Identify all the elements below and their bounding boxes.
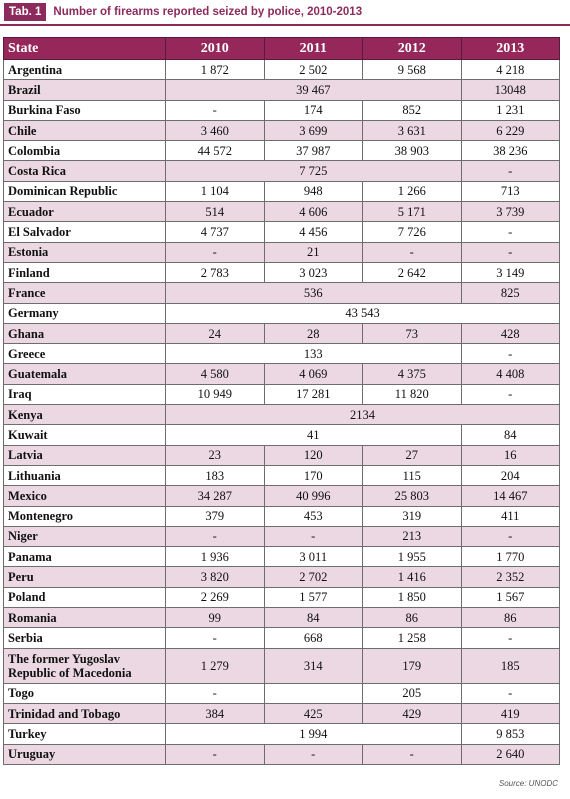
value-cell: 429 (363, 703, 462, 723)
value-cell: 41 (166, 425, 462, 445)
state-name-cell: Latvia (4, 445, 166, 465)
value-cell: - (461, 683, 560, 703)
value-cell: 852 (363, 100, 462, 120)
table-row (4, 100, 560, 120)
value-cell: 37 987 (264, 141, 363, 161)
table-row (4, 506, 560, 526)
state-name-cell: Serbia (4, 628, 166, 648)
table-row (4, 683, 560, 703)
value-cell: 23 (166, 445, 265, 465)
state-name-cell: Kenya (4, 405, 166, 425)
value-cell: 668 (264, 628, 363, 648)
table-row (4, 222, 560, 242)
value-cell: 314 (264, 648, 363, 683)
state-name-cell: Peru (4, 567, 166, 587)
value-cell: 38 236 (461, 141, 560, 161)
table-row (4, 567, 560, 587)
value-cell: 27 (363, 445, 462, 465)
state-name-cell: Trinidad and Tobago (4, 703, 166, 723)
value-cell: 3 023 (264, 262, 363, 282)
value-cell: 3 699 (264, 120, 363, 140)
value-cell: 2134 (166, 405, 560, 425)
table-row (4, 526, 560, 546)
column-header-state: State (4, 38, 166, 60)
value-cell: 13048 (461, 80, 560, 100)
table-row (4, 364, 560, 384)
value-cell: 453 (264, 506, 363, 526)
value-cell: 2 640 (461, 744, 560, 764)
state-name-cell: Germany (4, 303, 166, 323)
value-cell: - (461, 628, 560, 648)
state-name-cell: Dominican Republic (4, 181, 166, 201)
value-cell: 2 702 (264, 567, 363, 587)
value-cell: 1 577 (264, 587, 363, 607)
state-name-cell: Lithuania (4, 465, 166, 485)
value-cell: - (461, 222, 560, 242)
value-cell: - (461, 384, 560, 404)
table-row (4, 547, 560, 567)
value-cell: 213 (363, 526, 462, 546)
table-row (4, 486, 560, 506)
header-row (4, 38, 560, 60)
value-cell: 4 218 (461, 60, 560, 80)
value-cell: 205 (363, 683, 462, 703)
value-cell: 204 (461, 465, 560, 485)
value-cell: 1 279 (166, 648, 265, 683)
state-name-cell: Guatemala (4, 364, 166, 384)
state-name-cell: Finland (4, 262, 166, 282)
state-name-cell: Panama (4, 547, 166, 567)
value-cell: 11 820 (363, 384, 462, 404)
value-cell: 185 (461, 648, 560, 683)
state-name-cell: The former Yugoslav Republic of Macedonia (4, 648, 166, 683)
column-header-2011: 2011 (264, 38, 363, 60)
table-row (4, 628, 560, 648)
state-name-cell: Chile (4, 120, 166, 140)
value-cell: 86 (461, 608, 560, 628)
state-name-cell: Argentina (4, 60, 166, 80)
state-name-cell: Ecuador (4, 202, 166, 222)
value-cell: 4 375 (363, 364, 462, 384)
value-cell: 170 (264, 465, 363, 485)
value-cell: 3 631 (363, 120, 462, 140)
value-cell: 38 903 (363, 141, 462, 161)
value-cell: 43 543 (166, 303, 560, 323)
value-cell: - (461, 242, 560, 262)
table-row (4, 323, 560, 343)
table-row (4, 120, 560, 140)
table-row (4, 161, 560, 181)
value-cell: 84 (461, 425, 560, 445)
table-row (4, 80, 560, 100)
value-cell: 73 (363, 323, 462, 343)
value-cell: 3 011 (264, 547, 363, 567)
value-cell: - (363, 242, 462, 262)
value-cell: 84 (264, 608, 363, 628)
table-row (4, 405, 560, 425)
value-cell: 10 949 (166, 384, 265, 404)
table-row (4, 445, 560, 465)
source-note: Source: UNODC (498, 779, 558, 788)
value-cell: 40 996 (264, 486, 363, 506)
value-cell: 2 642 (363, 262, 462, 282)
value-cell (264, 683, 363, 703)
value-cell: 2 269 (166, 587, 265, 607)
state-name-cell: Togo (4, 683, 166, 703)
value-cell: 3 820 (166, 567, 265, 587)
table-row (4, 425, 560, 445)
table-row (4, 303, 560, 323)
value-cell: 1 955 (363, 547, 462, 567)
value-cell: 99 (166, 608, 265, 628)
value-cell: - (264, 744, 363, 764)
state-name-cell: Iraq (4, 384, 166, 404)
value-cell: 4 606 (264, 202, 363, 222)
value-cell: 425 (264, 703, 363, 723)
value-cell: 86 (363, 608, 462, 628)
state-name-cell: Mexico (4, 486, 166, 506)
value-cell: 183 (166, 465, 265, 485)
value-cell: 3 149 (461, 262, 560, 282)
state-name-cell: Colombia (4, 141, 166, 161)
value-cell: 1 770 (461, 547, 560, 567)
value-cell: 4 456 (264, 222, 363, 242)
table-row (4, 202, 560, 222)
value-cell: 514 (166, 202, 265, 222)
value-cell: 3 739 (461, 202, 560, 222)
state-name-cell: Romania (4, 608, 166, 628)
value-cell: 9 568 (363, 60, 462, 80)
state-name-cell: Estonia (4, 242, 166, 262)
value-cell: 9 853 (461, 724, 560, 744)
value-cell: - (166, 683, 265, 703)
value-cell: 1 258 (363, 628, 462, 648)
table-row (4, 384, 560, 404)
value-cell: 133 (166, 344, 462, 364)
value-cell: 2 352 (461, 567, 560, 587)
value-cell: 428 (461, 323, 560, 343)
value-cell: 25 803 (363, 486, 462, 506)
table-row (4, 242, 560, 262)
value-cell: 179 (363, 648, 462, 683)
table-row (4, 648, 560, 683)
value-cell: - (363, 744, 462, 764)
value-cell: 4 408 (461, 364, 560, 384)
value-cell: - (461, 161, 560, 181)
state-name-cell: Turkey (4, 724, 166, 744)
value-cell: 24 (166, 323, 265, 343)
table-row (4, 587, 560, 607)
value-cell: 115 (363, 465, 462, 485)
value-cell: 5 171 (363, 202, 462, 222)
value-cell: 1 416 (363, 567, 462, 587)
value-cell: 1 850 (363, 587, 462, 607)
table-row (4, 608, 560, 628)
value-cell: 28 (264, 323, 363, 343)
value-cell: 21 (264, 242, 363, 262)
value-cell: 948 (264, 181, 363, 201)
value-cell: 1 231 (461, 100, 560, 120)
value-cell: 44 572 (166, 141, 265, 161)
value-cell: 4 737 (166, 222, 265, 242)
column-header-2010: 2010 (166, 38, 265, 60)
value-cell: 713 (461, 181, 560, 201)
table-number-label: Tab. 1 (4, 3, 46, 21)
value-cell: 536 (166, 283, 462, 303)
table-row (4, 344, 560, 364)
value-cell: - (461, 344, 560, 364)
table-row (4, 141, 560, 161)
value-cell: - (166, 526, 265, 546)
value-cell: 174 (264, 100, 363, 120)
table-title: Number of firearms reported seized by police, 2010-2013 (53, 6, 363, 18)
value-cell: 4 069 (264, 364, 363, 384)
value-cell: - (166, 744, 265, 764)
state-name-cell: Ghana (4, 323, 166, 343)
value-cell: 2 783 (166, 262, 265, 282)
value-cell: 7 726 (363, 222, 462, 242)
state-name-cell: Burkina Faso (4, 100, 166, 120)
value-cell: 2 502 (264, 60, 363, 80)
value-cell: - (166, 628, 265, 648)
value-cell: 6 229 (461, 120, 560, 140)
value-cell: 319 (363, 506, 462, 526)
state-name-cell: El Salvador (4, 222, 166, 242)
value-cell: 1 994 (166, 724, 462, 744)
value-cell: 120 (264, 445, 363, 465)
value-cell: 1 104 (166, 181, 265, 201)
firearms-seizure-table (3, 37, 560, 765)
value-cell: 825 (461, 283, 560, 303)
state-name-cell: Uruguay (4, 744, 166, 764)
state-name-cell: Kuwait (4, 425, 166, 445)
column-header-2012: 2012 (363, 38, 462, 60)
caption-divider (0, 24, 570, 26)
value-cell: 39 467 (166, 80, 462, 100)
state-name-cell: Poland (4, 587, 166, 607)
state-name-cell: Greece (4, 344, 166, 364)
table-row (4, 262, 560, 282)
value-cell: 419 (461, 703, 560, 723)
state-name-cell: Montenegro (4, 506, 166, 526)
state-name-cell: Costa Rica (4, 161, 166, 181)
state-name-cell: Niger (4, 526, 166, 546)
state-name-cell: Brazil (4, 80, 166, 100)
value-cell: 16 (461, 445, 560, 465)
value-cell: 1 567 (461, 587, 560, 607)
table-row (4, 724, 560, 744)
value-cell: - (461, 526, 560, 546)
value-cell: 1 266 (363, 181, 462, 201)
table-row (4, 181, 560, 201)
table-caption (4, 3, 362, 21)
value-cell: 379 (166, 506, 265, 526)
value-cell: 411 (461, 506, 560, 526)
value-cell: - (166, 242, 265, 262)
value-cell: 14 467 (461, 486, 560, 506)
column-header-2013: 2013 (461, 38, 560, 60)
value-cell: 384 (166, 703, 265, 723)
state-name-cell: France (4, 283, 166, 303)
table-row (4, 703, 560, 723)
table-body (4, 60, 560, 765)
table-row (4, 283, 560, 303)
value-cell: 17 281 (264, 384, 363, 404)
value-cell: 1 936 (166, 547, 265, 567)
value-cell: 7 725 (166, 161, 462, 181)
table-row (4, 60, 560, 80)
value-cell: 34 287 (166, 486, 265, 506)
table-row (4, 744, 560, 764)
value-cell: 4 580 (166, 364, 265, 384)
value-cell: - (264, 526, 363, 546)
table-row (4, 465, 560, 485)
value-cell: 1 872 (166, 60, 265, 80)
value-cell: 3 460 (166, 120, 265, 140)
value-cell: - (166, 100, 265, 120)
